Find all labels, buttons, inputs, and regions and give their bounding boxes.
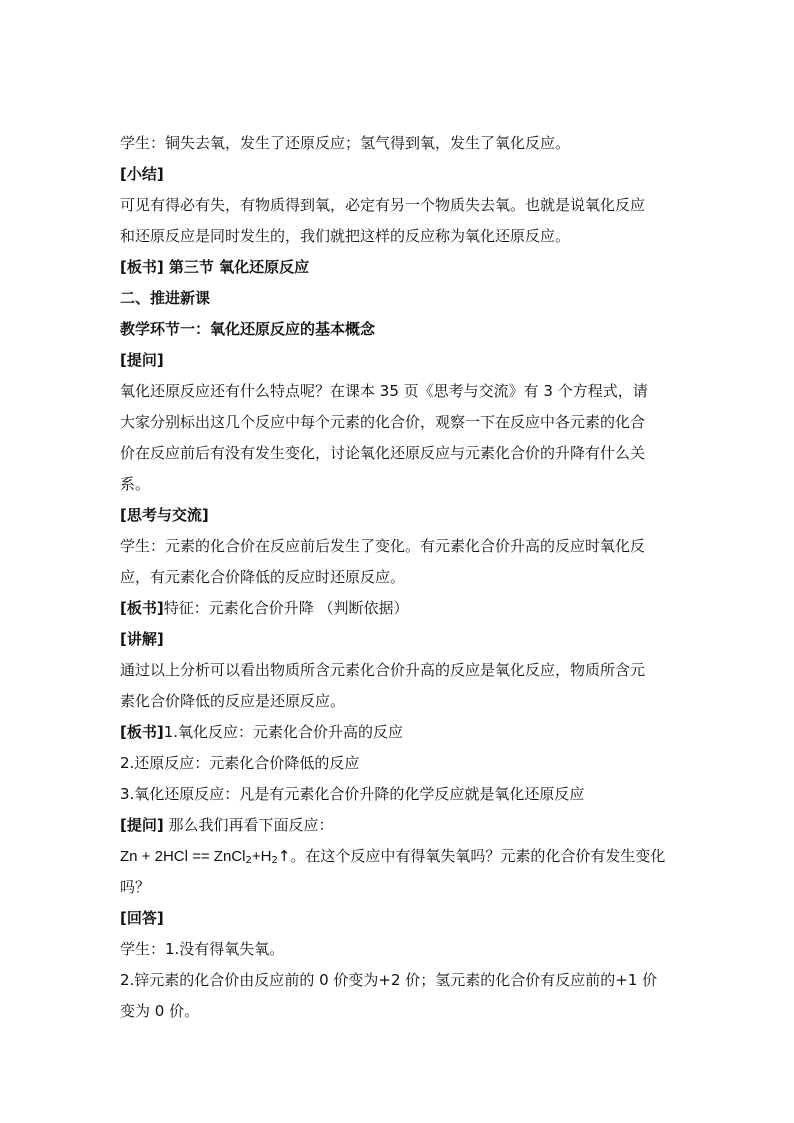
question-text-line-2: 大家分别标出这几个反应中每个元素的化合价，观察一下在反应中各元素的化合 (120, 413, 646, 431)
definition-redox: 3.氧化还原反应：凡是有元素化合价升降的化学反应就是氧化还原反应 (120, 785, 585, 803)
blackboard-definition-line-1 (120, 717, 680, 748)
question-text-line-3: 价在反应前后有没有发生变化，讨论氧化还原反应与元素化合价的升降有什么关 (120, 444, 646, 462)
equation-part-c: ↑。在这个反应中有得氧失氧吗？元素的化合价有发生变化 (277, 847, 666, 865)
discussion-text-line-2: 应，有元素化合价降低的反应时还原反应。 (120, 568, 406, 586)
question-text-line-1: 氧化还原反应还有什么特点呢？在课本 35 页《思考与交流》有 3 个方程式，请 (120, 382, 648, 400)
reaction-question-line-2: 吗？ (120, 878, 151, 896)
subscript-2: 2 (271, 855, 278, 866)
question-text-line-4: 系。 (120, 475, 151, 493)
summary-heading: [小结] (120, 165, 164, 183)
answer-heading: [回答] (120, 909, 164, 927)
discussion-text-line-1: 学生：元素的化合价在反应前后发生了变化。有元素化合价升高的反应时氧化反 (120, 537, 646, 555)
answer-line-2: 2.锌元素的化合价由反应前的 0 价变为+2 价；氢元素的化合价有反应前的+1 价 (120, 971, 658, 989)
question-text: 那么我们再看下面反应： (163, 816, 334, 834)
explanation-text-line-1: 通过以上分析可以看出物质所含元素化合价升高的反应是氧化反应，物质所含元 (120, 661, 646, 679)
document-body (120, 128, 680, 1027)
question-heading-1: [提问] (120, 351, 164, 369)
definition-reduction: 2.还原反应：元素化合价降低的反应 (120, 754, 360, 772)
summary-text-line-1: 可见有得必有失，有物质得到氧，必定有另一个物质失去氧。也就是说氧化反应 (120, 196, 646, 214)
section-heading-new-lesson: 二、推进新课 (120, 289, 211, 307)
question-tag: [提问] (120, 816, 164, 834)
reaction-equation-line (120, 841, 680, 872)
think-and-discuss-heading: [思考与交流] (120, 506, 209, 524)
summary-text-line-2: 和还原反应是同时发生的，我们就把这样的反应称为氧化还原反应。 (120, 227, 571, 245)
answer-line-3: 变为 0 价。 (120, 1002, 200, 1020)
answer-line-1: 学生：1.没有得氧失氧。 (120, 940, 285, 958)
teaching-step-heading: 教学环节一：氧化还原反应的基本概念 (120, 320, 376, 338)
blackboard-section-title: [板书] 第三节 氧化还原反应 (120, 258, 310, 276)
blackboard-tag: [板书] (120, 599, 164, 617)
equation-part-b: +H (251, 848, 272, 865)
explanation-text-line-2: 素化合价降低的反应是还原反应。 (120, 692, 346, 710)
definition-oxidation: 1.氧化反应：元素化合价升高的反应 (163, 723, 404, 741)
equation-part-a: Zn + 2HCl == ZnCl (120, 848, 246, 865)
blackboard-feature-text: 特征：元素化合价升降 （判断依据） (163, 599, 409, 617)
question-line-2 (120, 810, 680, 841)
student-answer-line: 学生：铜失去氧，发生了还原反应；氢气得到氧，发生了氧化反应。 (120, 134, 571, 152)
blackboard-tag: [板书] (120, 723, 164, 741)
explanation-heading: [讲解] (120, 630, 164, 648)
blackboard-feature-line (120, 593, 680, 624)
subscript-2: 2 (245, 855, 252, 866)
